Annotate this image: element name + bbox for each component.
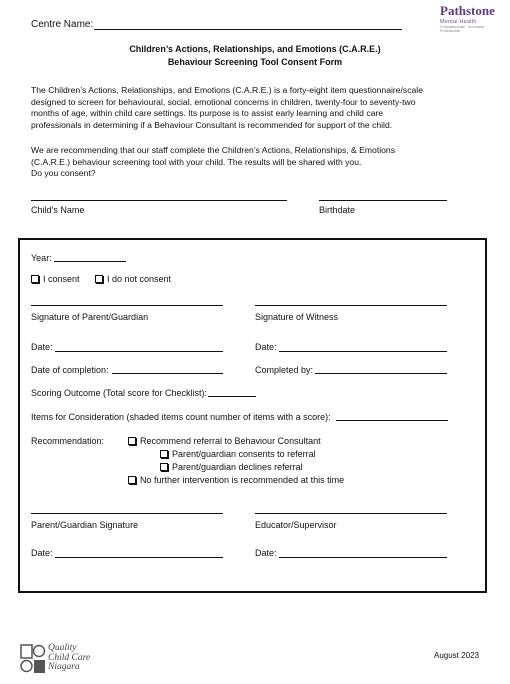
scoring-outcome-label: Scoring Outcome (Total score for Checklist): bbox=[31, 388, 208, 398]
year-label: Year: bbox=[31, 253, 52, 263]
birthdate-label: Birthdate bbox=[319, 205, 356, 215]
centre-name-label: Centre Name: bbox=[31, 19, 94, 30]
rec-referral-option[interactable]: Recommend referral to Behaviour Consultant bbox=[128, 436, 321, 446]
educator-signature-field[interactable] bbox=[255, 513, 447, 514]
rec-consents-checkbox[interactable] bbox=[160, 450, 168, 458]
date-of-completion-field[interactable] bbox=[112, 373, 223, 374]
educator-date-label: Date: bbox=[255, 548, 277, 558]
parent-date-label: Date: bbox=[31, 342, 53, 352]
guardian-date-label: Date: bbox=[31, 548, 53, 558]
completed-by-field[interactable] bbox=[315, 373, 447, 374]
educator-date-field[interactable] bbox=[279, 557, 447, 558]
guardian-signature-label: Parent/Guardian Signature bbox=[31, 520, 139, 530]
completed-by-label: Completed by: bbox=[255, 365, 314, 375]
rec-none-checkbox[interactable] bbox=[128, 476, 136, 484]
rec-referral-checkbox[interactable] bbox=[128, 437, 136, 445]
scoring-outcome-field[interactable] bbox=[208, 396, 256, 397]
guardian-signature-field[interactable] bbox=[31, 513, 223, 514]
parent-date-field[interactable] bbox=[55, 351, 223, 352]
recommendation-label: Recommendation: bbox=[31, 436, 105, 446]
parent-signature-field[interactable] bbox=[31, 305, 223, 306]
rec-declines-option[interactable]: Parent/guardian declines referral bbox=[160, 462, 303, 472]
child-name-label: Child’s Name bbox=[31, 205, 85, 215]
i-do-not-consent-checkbox[interactable] bbox=[95, 275, 103, 283]
quality-child-care-logo bbox=[20, 644, 46, 676]
form-title-line2: Behaviour Screening Tool Consent Form bbox=[167, 57, 343, 67]
form-title-line1: Children’s Actions, Relationships, and Emotions (C.A.R.E.) bbox=[129, 44, 381, 54]
educator-supervisor-label: Educator/Supervisor bbox=[255, 520, 337, 530]
i-do-not-consent-option[interactable]: I do not consent bbox=[95, 274, 171, 284]
rec-consents-option[interactable]: Parent/guardian consents to referral bbox=[160, 449, 316, 459]
guardian-date-field[interactable] bbox=[55, 557, 223, 558]
i-consent-option[interactable]: I consent bbox=[31, 274, 80, 284]
witness-signature-field[interactable] bbox=[255, 305, 447, 306]
year-field[interactable] bbox=[54, 261, 126, 262]
quality-child-care-text: Quality Child Care Niagara bbox=[48, 643, 91, 672]
i-consent-checkbox[interactable] bbox=[31, 275, 39, 283]
intro-paragraph: The Children’s Actions, Relationships, and Emotions (C.A.R.E.) is a forty-eight item questionnaire/scale designed to screen for behavioural, social, emotional concerns in children, twenty-four to seventy-two months of age, within child care settings. Its purpose is to assist early learning and child care professionals in determining if a Behaviour Consultant is recommended for support of the child. bbox=[31, 85, 423, 130]
consent-paragraph: We are recommending that our staff complete the Children’s Actions, Relationships, & Emotions (C.A.R.E.) behaviour screening tool with your child. The results will be shared with you. Do you consent? bbox=[31, 145, 395, 178]
footer-date: August 2023 bbox=[434, 651, 479, 660]
rec-declines-checkbox[interactable] bbox=[160, 463, 168, 471]
qccn-logo-icon bbox=[20, 644, 46, 674]
witness-signature-label: Signature of Witness bbox=[255, 312, 339, 322]
witness-date-label: Date: bbox=[255, 342, 277, 352]
rec-none-option[interactable]: No further intervention is recommended at this time bbox=[128, 475, 344, 485]
centre-name-field[interactable] bbox=[94, 29, 402, 30]
witness-date-field[interactable] bbox=[279, 351, 447, 352]
items-consideration-field[interactable] bbox=[336, 420, 448, 421]
parent-signature-label: Signature of Parent/Guardian bbox=[31, 312, 149, 322]
pathstone-logo: Pathstone Mental Health Compassionate · Innovative · Professional bbox=[440, 3, 495, 33]
items-consideration-label: Items for Consideration (shaded items count number of items with a score): bbox=[31, 412, 331, 422]
child-name-field[interactable] bbox=[31, 200, 287, 201]
birthdate-field[interactable] bbox=[319, 200, 447, 201]
date-of-completion-label: Date of completion: bbox=[31, 365, 109, 375]
